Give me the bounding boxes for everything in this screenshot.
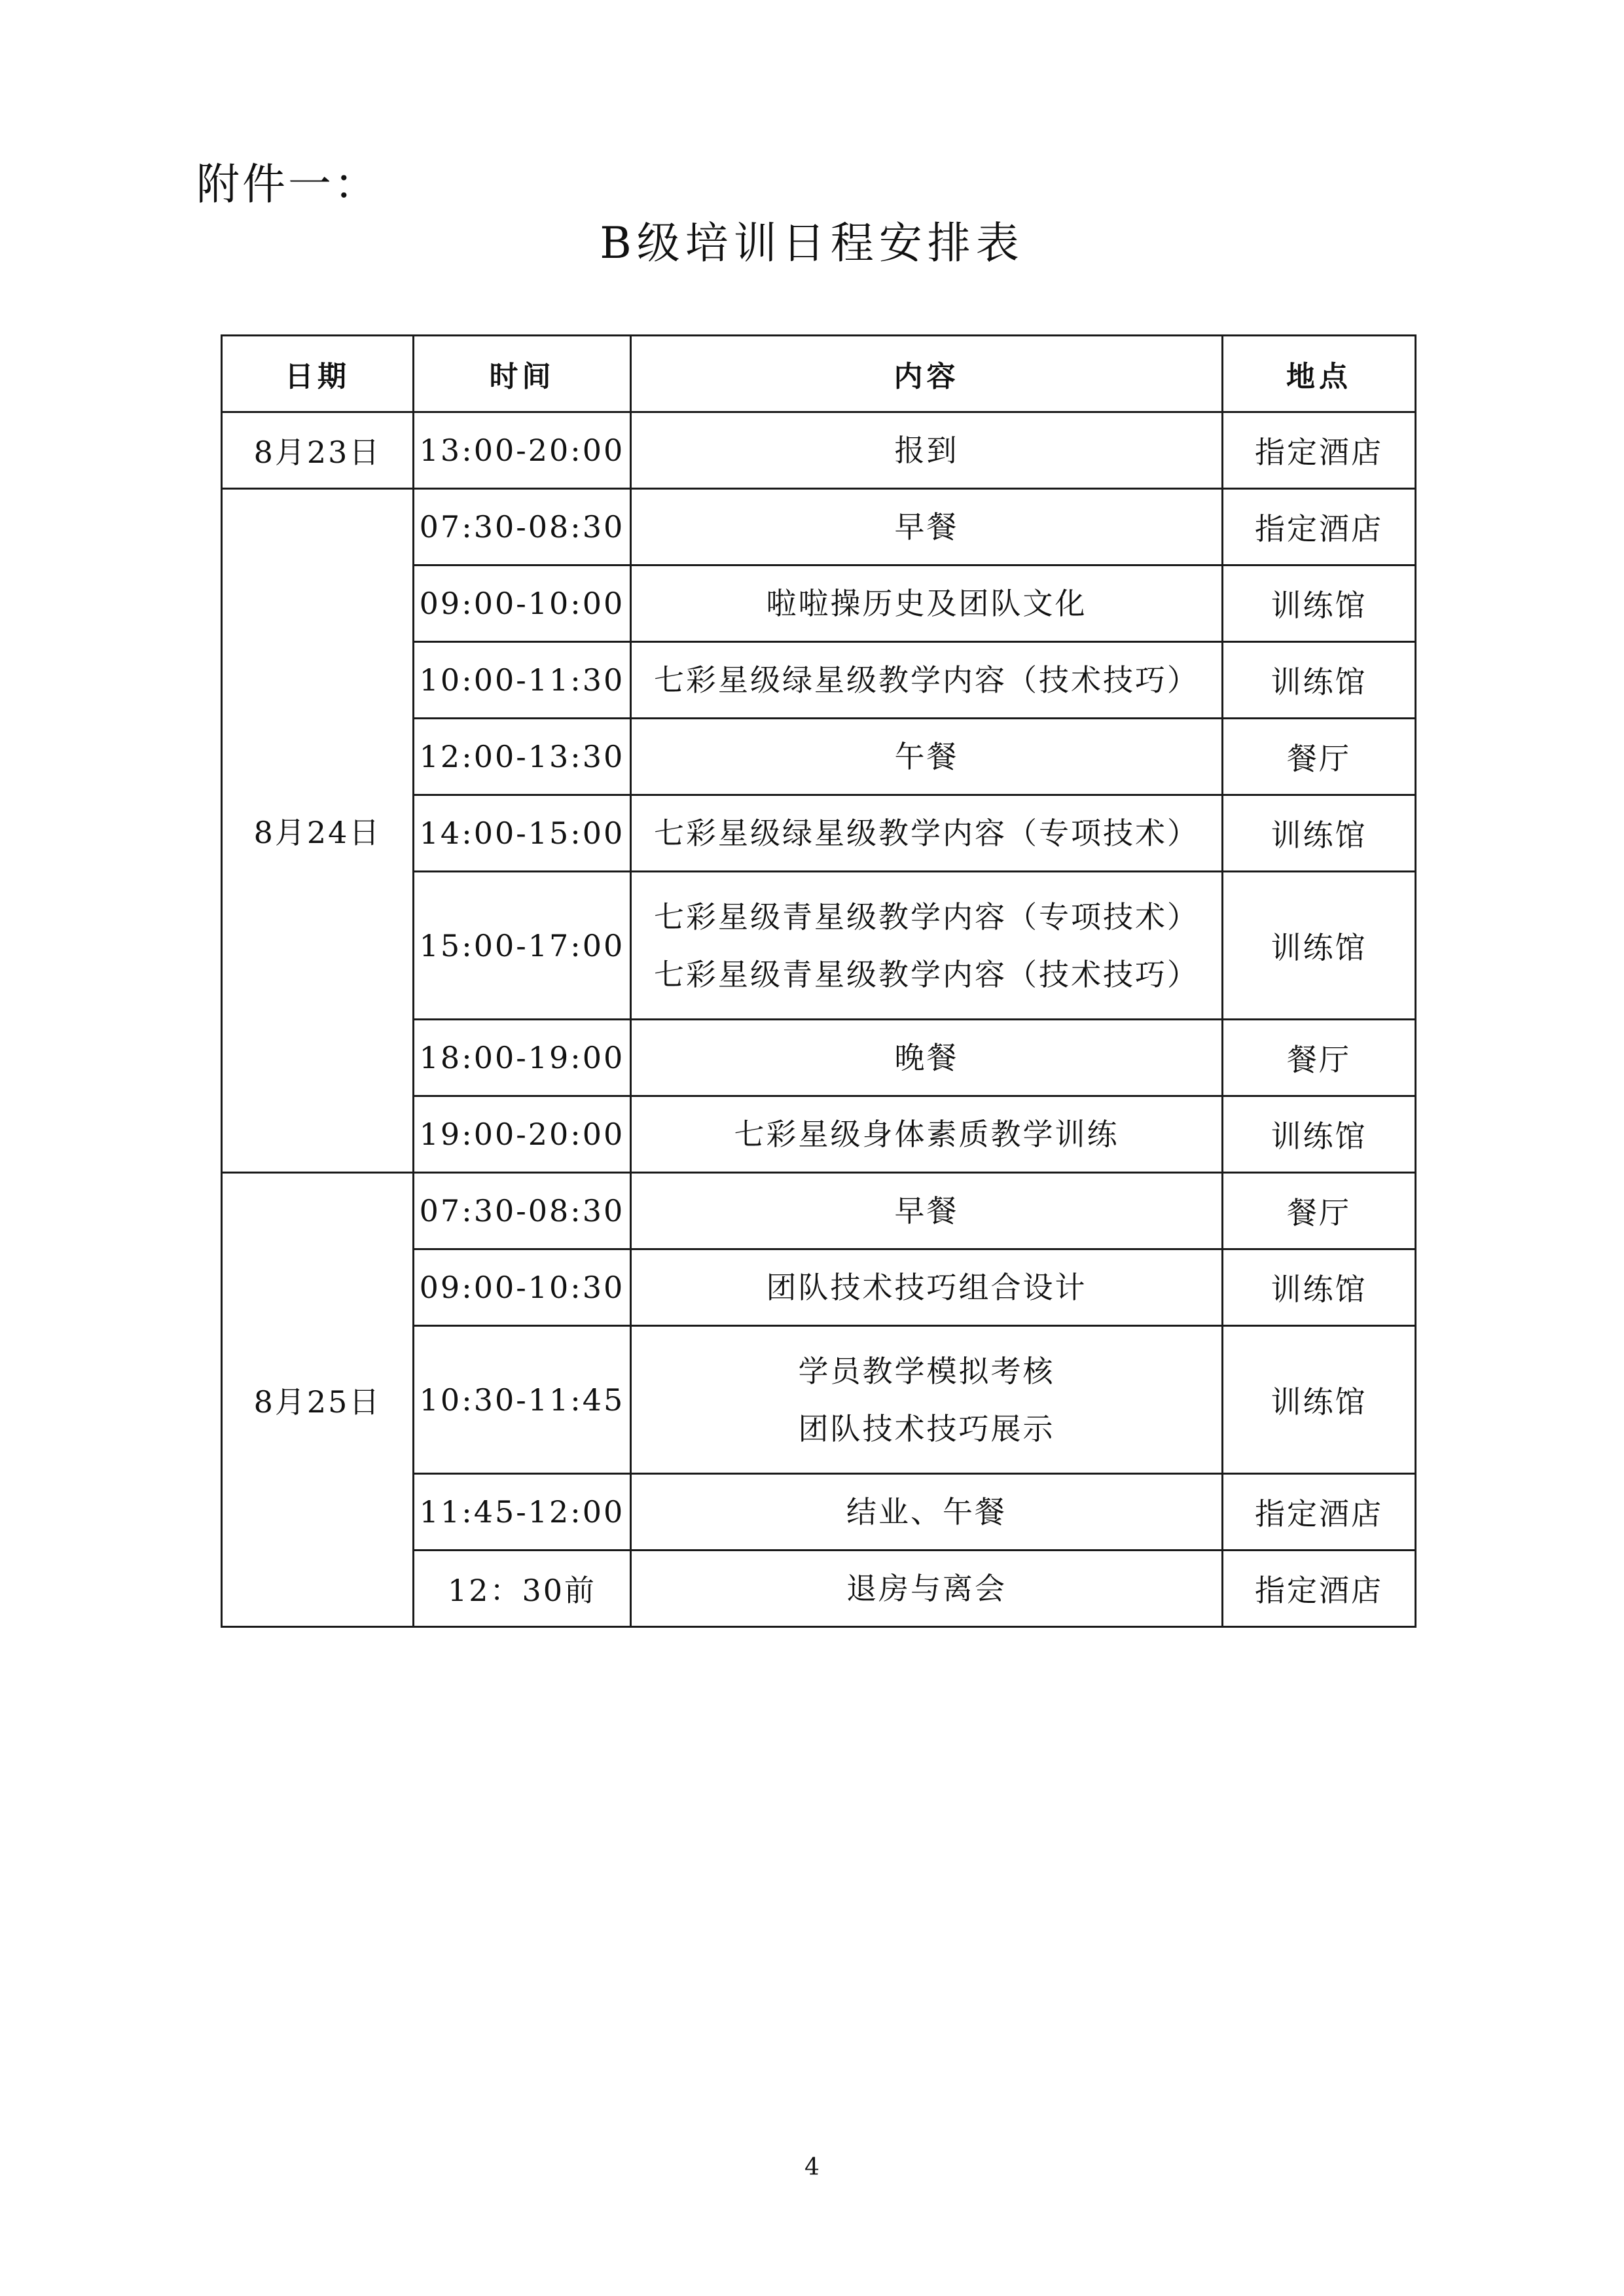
location-cell: 指定酒店: [1223, 489, 1416, 565]
content-line: 七彩星级绿星级教学内容（专项技术）: [654, 816, 1199, 851]
content-cell: [631, 565, 1223, 642]
location-cell: 训练馆: [1223, 642, 1416, 719]
location-cell: 餐厅: [1223, 719, 1416, 795]
content-cell: [631, 1551, 1223, 1627]
date-cell: 8月23日: [222, 412, 414, 489]
header-location: 地点: [1223, 336, 1416, 412]
time-cell: 15:00-17:00: [414, 872, 631, 1020]
content-cell: [631, 1249, 1223, 1326]
location-cell: 指定酒店: [1223, 1551, 1416, 1627]
time-cell: 14:00-15:00: [414, 795, 631, 872]
content-line: 团队技术技巧组合设计: [766, 1270, 1087, 1305]
content-line: 晚餐: [894, 1040, 959, 1075]
content-line: 啦啦操历史及团队文化: [766, 586, 1087, 621]
content-line: 学员教学模拟考核: [798, 1353, 1055, 1389]
time-cell: 13:00-20:00: [414, 412, 631, 489]
content-line: 午餐: [894, 739, 959, 774]
header-date: 日期: [222, 336, 414, 412]
content-line: 报到: [894, 433, 959, 468]
location-cell: 指定酒店: [1223, 412, 1416, 489]
location-cell: 餐厅: [1223, 1173, 1416, 1249]
attachment-label: 附件一：: [196, 159, 380, 209]
content-line: 团队技术技巧展示: [798, 1410, 1055, 1446]
content-line: 结业、午餐: [846, 1494, 1007, 1530]
location-cell: 训练馆: [1223, 565, 1416, 642]
content-cell: [631, 795, 1223, 872]
location-cell: 训练馆: [1223, 795, 1416, 872]
content-cell: [631, 1173, 1223, 1249]
table-header-row: [222, 336, 1416, 412]
header-time: 时间: [414, 336, 631, 412]
content-cell: [631, 1020, 1223, 1096]
location-cell: 训练馆: [1223, 1326, 1416, 1474]
table-row: [222, 1173, 1416, 1249]
content-cell: [631, 1474, 1223, 1551]
date-cell: 8月24日: [222, 489, 414, 1173]
time-cell: 09:00-10:00: [414, 565, 631, 642]
time-cell: 12：30前: [414, 1551, 631, 1627]
time-cell: 09:00-10:30: [414, 1249, 631, 1326]
content-line: 退房与离会: [846, 1571, 1007, 1606]
time-cell: 19:00-20:00: [414, 1096, 631, 1173]
location-cell: 指定酒店: [1223, 1474, 1416, 1551]
content-cell: [631, 412, 1223, 489]
schedule-table: [221, 334, 1416, 1628]
time-cell: 11:45-12:00: [414, 1474, 631, 1551]
content-line: 早餐: [894, 1193, 959, 1229]
location-cell: 训练馆: [1223, 1096, 1416, 1173]
content-line: 七彩星级青星级教学内容（技术技巧）: [654, 956, 1199, 992]
content-line: 七彩星级绿星级教学内容（技术技巧）: [654, 662, 1199, 698]
time-cell: 18:00-19:00: [414, 1020, 631, 1096]
table-row: [222, 412, 1416, 489]
document-title: B级培训日程安排表: [600, 218, 1024, 268]
content-line: 七彩星级身体素质教学训练: [734, 1117, 1119, 1152]
content-cell: [631, 642, 1223, 719]
location-cell: 训练馆: [1223, 1249, 1416, 1326]
time-cell: 07:30-08:30: [414, 1173, 631, 1249]
page-number: 4: [804, 2154, 820, 2181]
time-cell: 12:00-13:30: [414, 719, 631, 795]
content-line: 七彩星级青星级教学内容（专项技术）: [654, 899, 1199, 935]
content-cell: [631, 1096, 1223, 1173]
content-cell: [631, 1326, 1223, 1474]
content-line: 早餐: [894, 509, 959, 545]
time-cell: 07:30-08:30: [414, 489, 631, 565]
content-cell: [631, 719, 1223, 795]
table-row: [222, 489, 1416, 565]
content-cell: [631, 489, 1223, 565]
date-cell: 8月25日: [222, 1173, 414, 1627]
location-cell: 训练馆: [1223, 872, 1416, 1020]
header-content: 内容: [631, 336, 1223, 412]
content-cell: [631, 872, 1223, 1020]
time-cell: 10:30-11:45: [414, 1326, 631, 1474]
location-cell: 餐厅: [1223, 1020, 1416, 1096]
time-cell: 10:00-11:30: [414, 642, 631, 719]
